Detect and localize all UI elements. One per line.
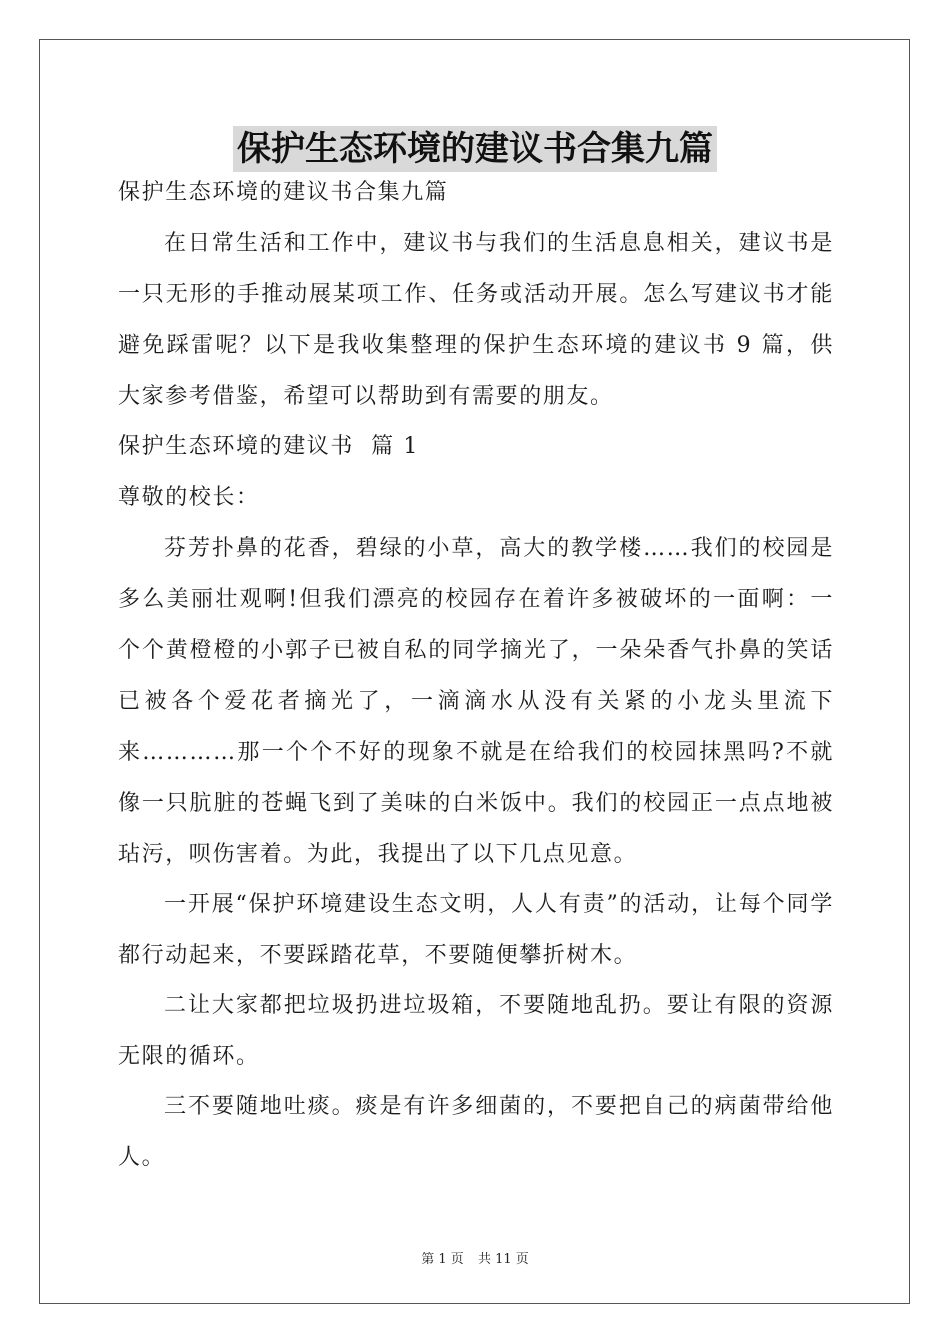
section-heading: 保护生态环境的建议书 篇 1 (118, 434, 419, 459)
body-paragraph-2: 一开展“保护环境建设生态文明，人人有责”的活动，让每个同学都行动起来，不要踩踏花草，不要随便攀折树木。 (118, 892, 834, 968)
title-container (0, 126, 950, 172)
document-subtitle: 保护生态环境的建议书合集九篇 (118, 180, 449, 205)
body-paragraph-3: 二让大家都把垃圾扔进垃圾箱，不要随地乱扔。要让有限的资源无限的循环。 (118, 993, 834, 1069)
document-title: 保护生态环境的建议书合集九篇 (233, 126, 717, 172)
page-number: 第 1 页 (421, 1252, 464, 1267)
intro-paragraph: 在日常生活和工作中，建议书与我们的生活息息相关，建议书是一只无形的手推动展某项工作、任务或活动开展。怎么写建议书才能避免踩雷呢？以下是我收集整理的保护生态环境的建议书 9 篇，供大家参考借鉴，希望可以帮助到有需要的朋友。 (118, 231, 834, 409)
document-body (118, 180, 834, 1195)
body-paragraph-1: 芬芳扑鼻的花香，碧绿的小草，高大的教学楼……我们的校园是多么美丽壮观啊!但我们漂亮的校园存在着许多被破坏的一面啊：一个个黄橙橙的小郭子已被自私的同学摘光了，一朵朵香气扑鼻的笑话已被各个爱花者摘光了，一滴滴水从没有关紧的小龙头里流下来…………那一个个不好的现象不就是在给我们的校园抹黑吗?不就像一只肮脏的苍蝇飞到了美味的白米饭中。我们的校园正一点点地被玷污，呗伤害着。为此，我提出了以下几点见意。 (118, 536, 834, 867)
page-total: 共 11 页 (477, 1252, 529, 1267)
salutation: 尊敬的校长： (118, 485, 260, 510)
body-paragraph-4: 三不要随地吐痰。痰是有许多细菌的，不要把自己的病菌带给他人。 (118, 1094, 834, 1170)
page-footer (0, 1248, 950, 1267)
